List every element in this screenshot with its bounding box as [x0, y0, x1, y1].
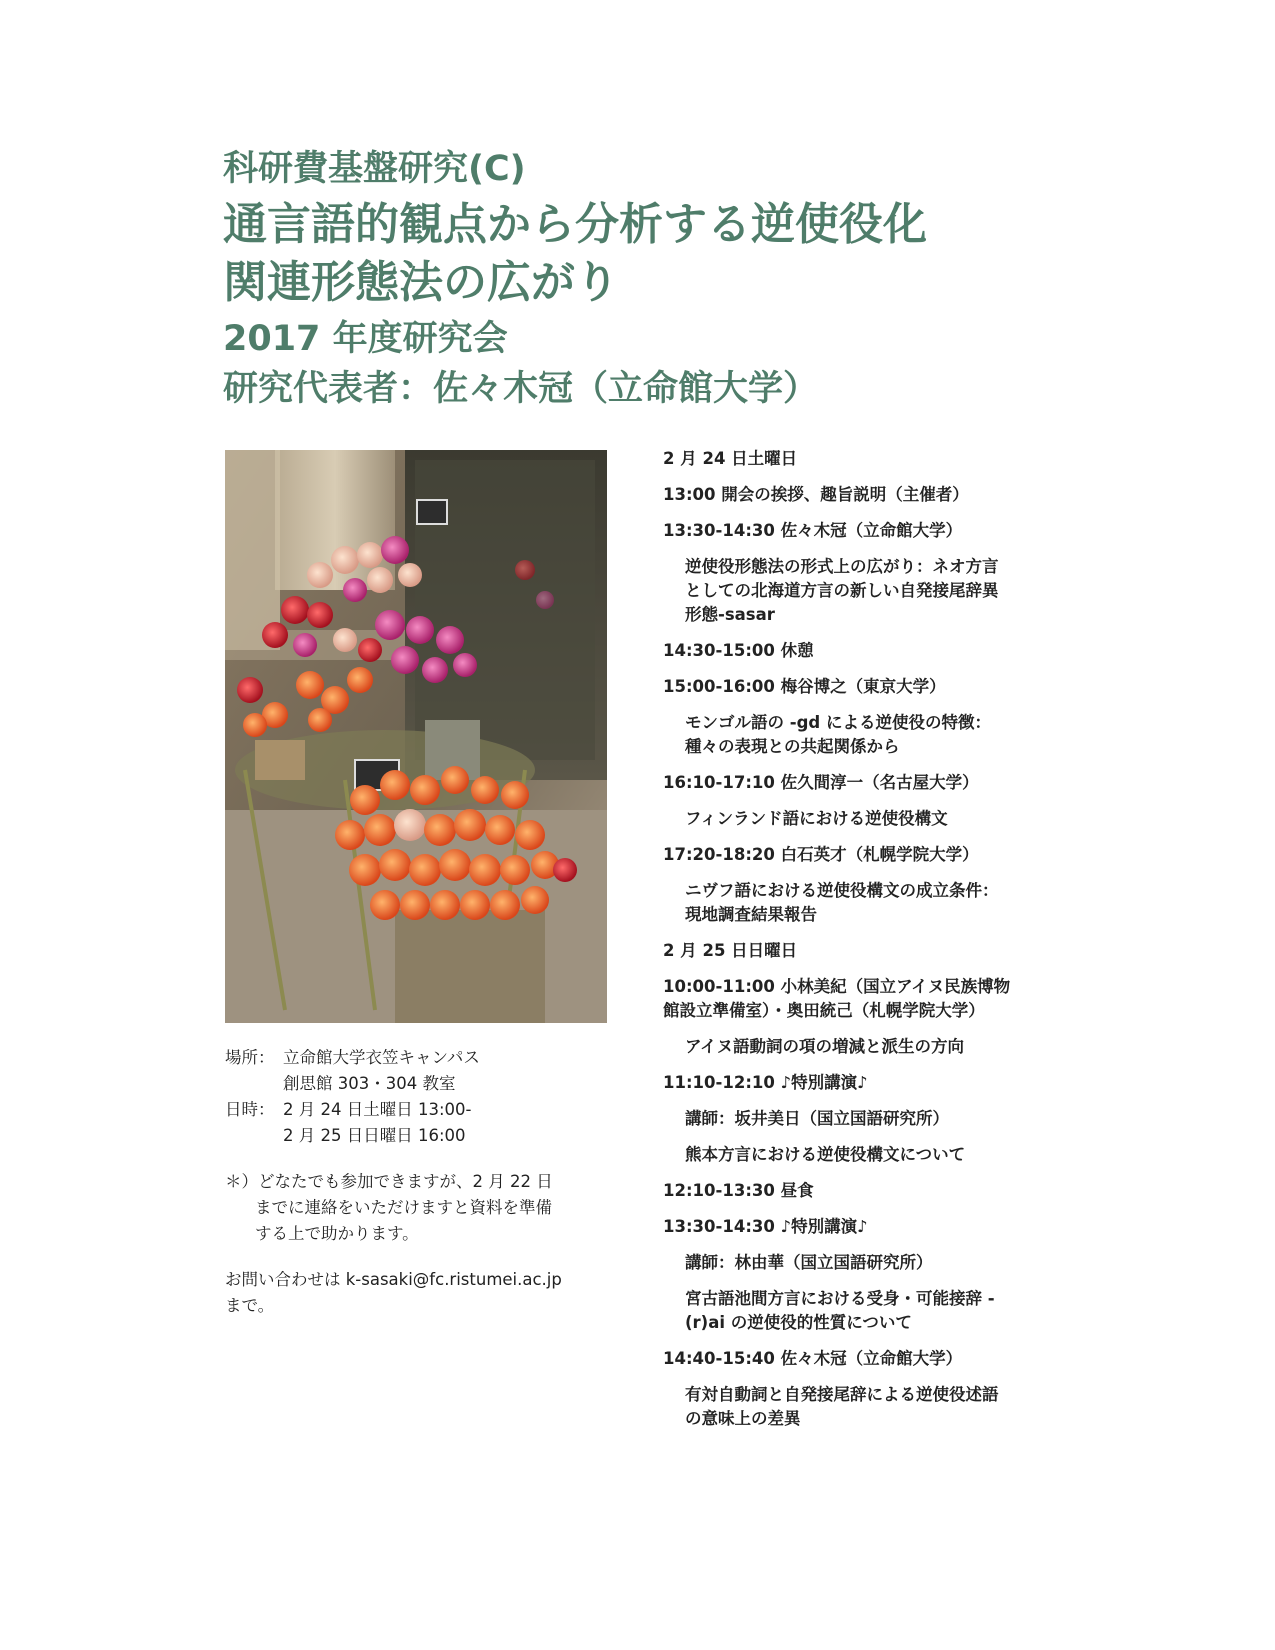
- schedule-line: 13:00 開会の挨拶、趣旨説明（主催者）: [663, 485, 969, 504]
- schedule-line: 13:30-14:30 ♪特別講演♪: [663, 1217, 868, 1236]
- schedule-detail: [663, 807, 1063, 831]
- note-line: までに連絡をいただけますと資料を準備: [255, 1198, 552, 1217]
- schedule-entry: [663, 1179, 1063, 1203]
- header: [223, 148, 1123, 412]
- date-value-end: 2 月 25 日日曜日 16:00: [283, 1126, 466, 1145]
- schedule-line: 2 月 25 日日曜日: [663, 941, 798, 960]
- schedule-line: 15:00-16:00 梅谷博之（東京大学）: [663, 677, 946, 696]
- note-line: ＊）どなたでも参加できますが、2 月 22 日: [225, 1172, 553, 1191]
- flower-bouquets-photo: [225, 450, 607, 1023]
- meeting-title: 2017 年度研究会: [223, 319, 508, 359]
- schedule-line: 種々の表現との共起関係から: [685, 737, 900, 756]
- contact-line: お問い合わせは k-sasaki@fc.ristumei.ac.jp: [225, 1270, 562, 1289]
- project-title-line1: 通言語的観点から分析する逆使役化: [223, 199, 927, 250]
- schedule-entry: [663, 1071, 1063, 1095]
- place-value: 立命館大学衣笠キャンパス: [283, 1048, 480, 1067]
- schedule-line: 宮古語池間方言における受身・可能接辞 -: [685, 1289, 995, 1308]
- schedule-line: 現地調査結果報告: [685, 905, 817, 924]
- grant-title: 科研費基盤研究(C): [223, 149, 526, 189]
- participation-note: [225, 1169, 625, 1247]
- schedule-detail: [663, 555, 1063, 627]
- schedule-line: (r)ai の逆使役的性質について: [685, 1313, 912, 1332]
- schedule-entry: [663, 447, 1063, 471]
- schedule-detail: [663, 1287, 1063, 1335]
- place-label: 場所：: [225, 1048, 275, 1067]
- schedule-line: 有対自動詞と自発接尾辞による逆使役述語: [685, 1385, 999, 1404]
- schedule-entry: [663, 675, 1063, 699]
- schedule-line: 10:00-11:00 小林美紀（国立アイヌ民族博物: [663, 977, 1011, 996]
- schedule-entry: [663, 939, 1063, 963]
- schedule-line: 館設立準備室）・奥田統己（札幌学院大学）: [663, 1001, 985, 1020]
- date-row: [225, 1097, 625, 1123]
- schedule-detail: [663, 711, 1063, 759]
- schedule-entry: [663, 1215, 1063, 1239]
- contact-info: [225, 1267, 625, 1319]
- schedule-line: 2 月 24 日土曜日: [663, 449, 798, 468]
- schedule-line: 熊本方言における逆使役構文について: [685, 1145, 966, 1164]
- note-line: する上で助かります。: [255, 1224, 419, 1243]
- schedule-line: 形態-sasar: [685, 605, 775, 624]
- schedule-line: アイヌ語動詞の項の増減と派生の方向: [685, 1037, 965, 1056]
- date-label: 日時：: [225, 1100, 275, 1119]
- schedule-detail: [663, 1107, 1063, 1131]
- date-value: 2 月 24 日土曜日 13:00-: [283, 1100, 472, 1119]
- schedule-entry: [663, 975, 1063, 1023]
- schedule-entry: [663, 639, 1063, 663]
- place-row: [225, 1045, 625, 1071]
- schedule-line: の意味上の差異: [685, 1409, 801, 1428]
- schedule-detail: [663, 1251, 1063, 1275]
- schedule-detail: [663, 1143, 1063, 1167]
- place-room: 創思館 303・304 教室: [283, 1074, 456, 1093]
- schedule-line: 講師：坂井美日（国立国語研究所）: [685, 1109, 949, 1128]
- schedule-line: 17:20-18:20 白石英才（札幌学院大学）: [663, 845, 979, 864]
- schedule-line: 14:30-15:00 休憩: [663, 641, 814, 660]
- schedule-line: モンゴル語の -gd による逆使役の特徴：: [685, 713, 991, 732]
- schedule-entry: [663, 843, 1063, 867]
- schedule-line: 12:10-13:30 昼食: [663, 1181, 814, 1200]
- schedule-detail: [663, 1035, 1063, 1059]
- schedule-detail: [663, 879, 1063, 927]
- schedule-line: ニヴフ語における逆使役構文の成立条件：: [685, 881, 999, 900]
- contact-line: まで。: [225, 1296, 275, 1315]
- representative: 研究代表者：佐々木冠（立命館大学）: [223, 369, 819, 409]
- schedule-entry: [663, 771, 1063, 795]
- schedule-list: [663, 447, 1063, 1443]
- project-title-line2: 関連形態法の広がり: [223, 257, 619, 308]
- schedule-entry: [663, 1347, 1063, 1371]
- schedule-line: としての北海道方言の新しい自発接尾辞異: [685, 581, 999, 600]
- schedule-entry: [663, 483, 1063, 507]
- schedule-line: 14:40-15:40 佐々木冠（立命館大学）: [663, 1349, 963, 1368]
- schedule-line: フィンランド語における逆使役構文: [685, 809, 948, 828]
- schedule-entry: [663, 519, 1063, 543]
- schedule-line: 逆使役形態法の形式上の広がり：ネオ方言: [685, 557, 999, 576]
- event-info: [225, 1045, 625, 1319]
- schedule-line: 16:10-17:10 佐久間淳一（名古屋大学）: [663, 773, 979, 792]
- schedule-detail: [663, 1383, 1063, 1431]
- schedule-line: 11:10-12:10 ♪特別講演♪: [663, 1073, 868, 1092]
- schedule-line: 講師：林由華（国立国語研究所）: [685, 1253, 933, 1272]
- schedule-line: 13:30-14:30 佐々木冠（立命館大学）: [663, 521, 963, 540]
